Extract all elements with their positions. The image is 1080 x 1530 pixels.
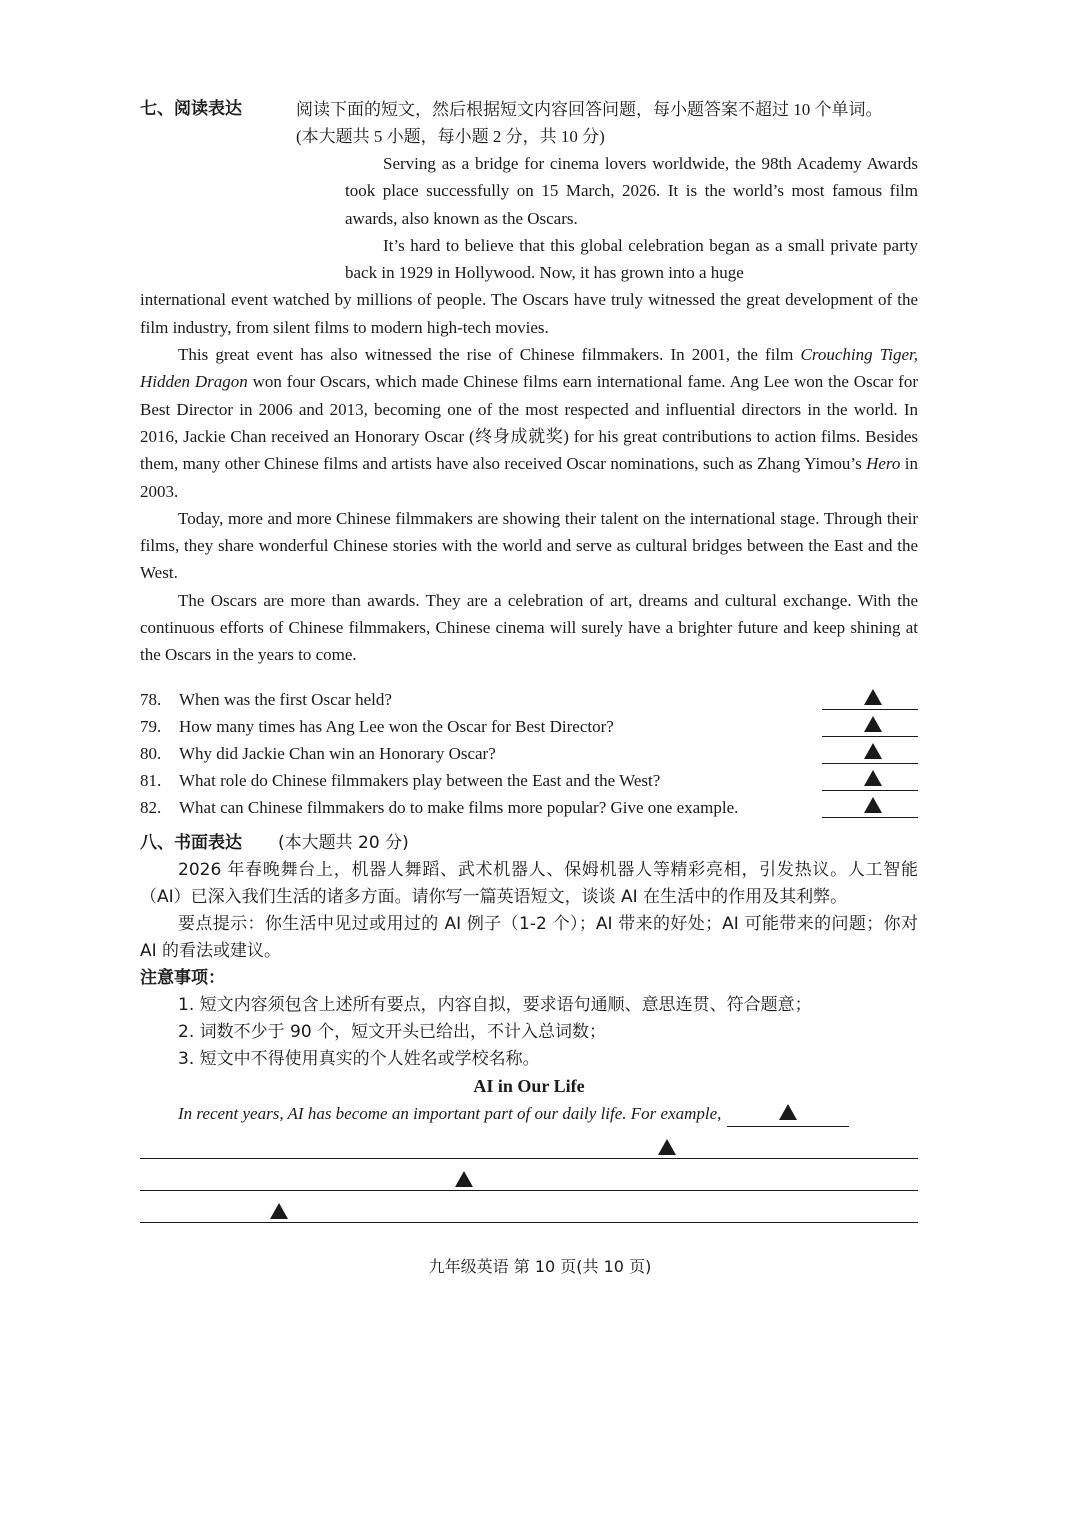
section-8-points: (本大题共 20 分): [278, 832, 409, 853]
question-list: [140, 683, 918, 818]
question-81: 81. What role do Chinese filmmakers play between the East and the West?: [140, 764, 918, 791]
answer-blank-79[interactable]: [822, 712, 918, 737]
section-7-points: (本大题共 5 小题，每小题 2 分，共 10 分): [296, 127, 605, 146]
triangle-icon: [270, 1203, 288, 1219]
triangle-icon: [864, 689, 882, 705]
answer-blank-78[interactable]: [822, 685, 918, 710]
passage-paragraph-4: Today, more and more Chinese filmmakers are showing their talent on the international stage. Through their films, they share wonderful Chinese stories with the world and serve as cultural bridges between the East and the West.: [140, 508, 918, 583]
answer-blank-80[interactable]: [822, 739, 918, 764]
triangle-icon: [455, 1171, 473, 1187]
section-8-header: [140, 830, 918, 857]
section-7-instruction: 阅读下面的短文，然后根据短文内容回答问题，每小题答案不超过 10 个单词。: [296, 100, 883, 119]
essay-writing-line-1[interactable]: [140, 1127, 918, 1159]
triangle-icon: [864, 770, 882, 786]
question-82: 82. What can Chinese filmmakers do to make films more popular? Give one example.: [140, 791, 918, 818]
note-item: 1. 短文内容须包含上述所有要点，内容自拟，要求语句通顺、意思连贯、符合题意；: [178, 994, 812, 1015]
note-item: 3. 短文中不得使用真实的个人姓名或学校名称。: [178, 1048, 540, 1069]
section-7-instruction-block: [296, 96, 918, 150]
answer-blank-81[interactable]: [822, 766, 918, 791]
passage-paragraph-1: Serving as a bridge for cinema lovers worldwide, the 98th Academy Awards took place successfully on 15 March, 2026. It is the world’s most famous film awards, also known as the Oscars.: [345, 154, 918, 228]
note-item: 2. 词数不少于 90 个，短文开头已给出，不计入总词数；: [178, 1021, 607, 1042]
essay-writing-line-3[interactable]: [140, 1191, 918, 1223]
writing-prompt: 2026 年春晚舞台上，机器人舞蹈、武术机器人、保姆机器人等精彩亮相，引发热议。人工智能（AI）已深入我们生活的诸多方面。请你写一篇英语短文，谈谈 AI 在生活中的作用及其利弊。: [140, 859, 918, 907]
essay-title: AI in Our Life: [473, 1075, 585, 1096]
triangle-icon: [779, 1104, 797, 1120]
passage-paragraph-3: This great event has also witnessed the rise of Chinese filmmakers. In 2001, the film Crouching Tiger, Hidden Dragon won four Oscars, which made Chinese films earn international fame. Ang Lee won the Oscar for Best Director in 2006 and 2013, becoming one of the most respected and influential directors in the world. In 2016, Jackie Chan received an Honorary Oscar (终身成就奖) for his great contributions to action films. Besides them, many other Chinese films and artists have also received Oscar nominations, such as Zhang Yimou’s Hero in 2003.: [140, 345, 919, 501]
film-title-crouching-tiger: Crouching Tiger, Hidden Dragon: [140, 345, 919, 392]
triangle-icon: [658, 1139, 676, 1155]
section-7-header: [140, 96, 918, 150]
triangle-icon: [864, 743, 882, 759]
exam-page: [140, 96, 918, 1223]
notes-title: 注意事项：: [140, 967, 225, 988]
question-78: 78. When was the first Oscar held?: [140, 683, 918, 710]
triangle-icon: [864, 716, 882, 732]
essay-blank-inline[interactable]: [727, 1104, 849, 1127]
section-7-title: 七、阅读表达: [140, 99, 242, 119]
essay-opening: In recent years, AI has become an important part of our daily life. For example,: [140, 1100, 918, 1127]
writing-hints: 要点提示：你生活中见过或用过的 AI 例子（1-2 个）；AI 带来的好处；AI 可能带来的问题；你对 AI 的看法或建议。: [140, 913, 918, 961]
film-title-hero: Hero: [866, 454, 901, 474]
answer-blank-82[interactable]: [822, 793, 918, 818]
section-8-title: 八、书面表达: [140, 832, 242, 853]
section-8: [140, 830, 918, 1223]
passage-paragraph-2b: international event watched by millions of people. The Oscars have truly witnessed the great development of the film industry, from silent films to modern high-tech movies.: [140, 290, 918, 337]
page-footer: 九年级英语 第 10 页(共 10 页): [428, 1257, 652, 1276]
passage-paragraph-5: The Oscars are more than awards. They are a celebration of art, dreams and cultural exchange. With the continuous efforts of Chinese filmmakers, Chinese cinema will surely have a brighter future and keep shining at the Oscars in the years to come.: [140, 590, 918, 665]
passage-paragraph-2a: It’s hard to believe that this global celebration began as a small private party back in 1929 in Hollywood. Now, it has grown into a huge: [345, 235, 918, 283]
question-79: 79. How many times has Ang Lee won the Oscar for Best Director?: [140, 710, 918, 737]
question-80: 80. Why did Jackie Chan win an Honorary Oscar?: [140, 737, 918, 764]
essay-writing-line-2[interactable]: [140, 1159, 918, 1191]
notes-list: [140, 992, 918, 1073]
triangle-icon: [864, 797, 882, 813]
